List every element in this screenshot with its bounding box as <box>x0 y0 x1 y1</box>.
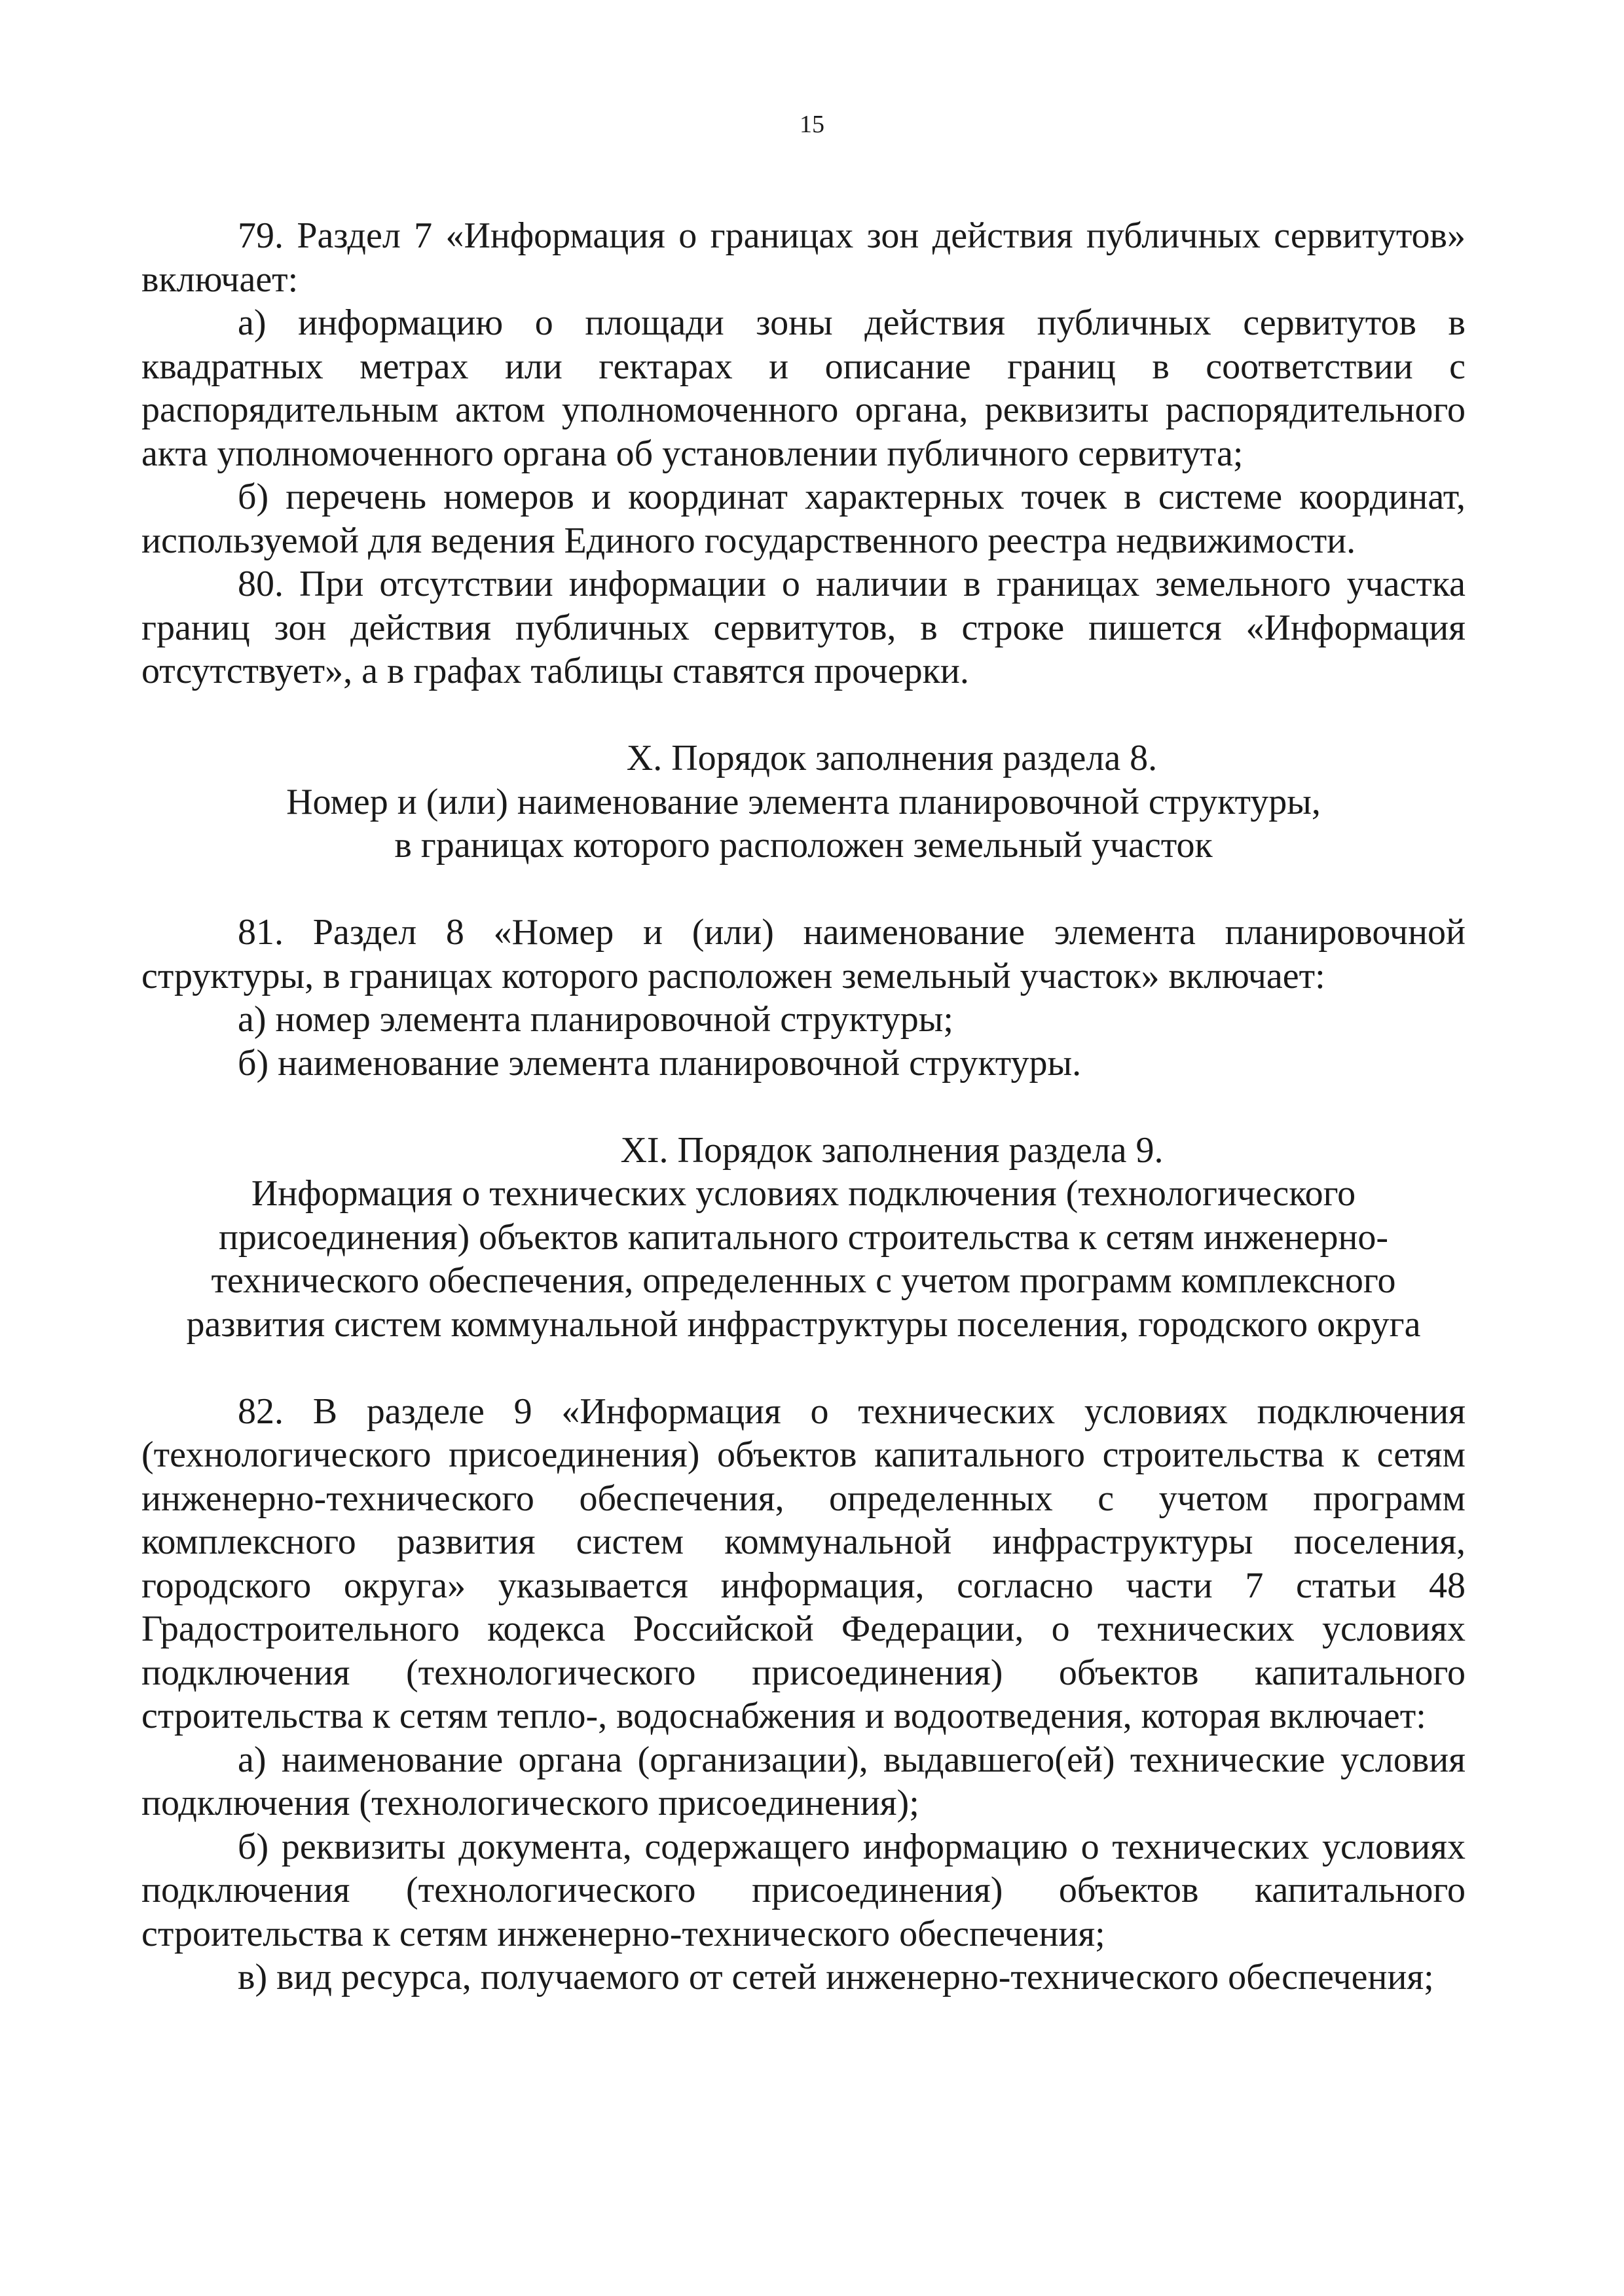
section-xi-heading-line-5: развития систем коммунальной инфраструктуры поселения, городского округа <box>186 1303 1421 1345</box>
spacer <box>141 867 1466 911</box>
paragraph-82: 82. В разделе 9 «Информация о технических условиях подключения (технологического присоединения) объектов капитального строительства к сетям инженерно-технического обеспечения, определенных с учетом программ комплексного развития систем коммунальной инфраструктуры поселения, городского округа» указывается информация, согласно части 7 статьи 48 Градостроительного кодекса Российской Федерации, о технических условиях подключения (технологического присоединения) объектов капитального строительства к сетям тепло-, водоснабжения и водоотведения, которая включает: <box>141 1391 1466 1736</box>
section-xi-heading-line-2: Информация о технических условиях подключения (технологического <box>251 1173 1356 1214</box>
spacer <box>141 693 1466 737</box>
paragraph-82-b: б) реквизиты документа, содержащего информацию о технических условиях подключения (технологического присоединения) объектов капитального строительства к сетям инженерно-технического обеспечения; <box>141 1826 1466 1954</box>
paragraph-82-v: в) вид ресурса, получаемого от сетей инженерно-технического обеспечения; <box>238 1957 1434 1997</box>
page-number: 15 <box>800 111 824 138</box>
spacer <box>141 1085 1466 1129</box>
paragraph-79: 79. Раздел 7 «Информация о границах зон действия публичных сервитутов» включает: <box>141 215 1466 300</box>
paragraph-82-a: а) наименование органа (организации), выдавшего(ей) технические условия подключения (технологического присоединения); <box>141 1739 1466 1823</box>
section-xi-heading-line-1: XI. Порядок заполнения раздела 9. <box>620 1129 1164 1171</box>
section-x-heading-line-2: Номер и (или) наименование элемента планировочной структуры, <box>286 781 1321 822</box>
paragraph-79-b: б) перечень номеров и координат характерных точек в системе координат, используемой для ведения Единого государственного реестра недвижимости. <box>141 477 1466 561</box>
spacer <box>141 1346 1466 1390</box>
paragraph-80: 80. При отсутствии информации о наличии в границах земельного участка границ зон действия публичных сервитутов, в строке пишется «Информация отсутствует», а в графах таблицы ставятся прочерки. <box>141 564 1466 691</box>
document-body <box>141 214 1466 1999</box>
section-x-heading-line-1: X. Порядок заполнения раздела 8. <box>626 738 1158 778</box>
paragraph-81: 81. Раздел 8 «Номер и (или) наименование элемента планировочной структуры, в границах которого расположен земельный участок» включает: <box>141 912 1466 996</box>
paragraph-81-a: а) номер элемента планировочной структуры; <box>238 999 953 1040</box>
section-x-heading-line-3: в границах которого расположен земельный участок <box>394 825 1213 866</box>
paragraph-81-b: б) наименование элемента планировочной структуры. <box>238 1042 1082 1084</box>
section-xi-heading-line-3: присоединения) объектов капитального строительства к сетям инженерно- <box>218 1216 1389 1258</box>
paragraph-79-a: а) информацию о площади зоны действия публичных сервитутов в квадратных метрах или гектарах и описание границ в соответствии с распорядительным актом уполномоченного органа, реквизиты распорядительного акта уполномоченного органа об установлении публичного сервитута; <box>141 302 1466 474</box>
section-xi-heading-line-4: технического обеспечения, определенных с учетом программ комплексного <box>211 1260 1396 1301</box>
